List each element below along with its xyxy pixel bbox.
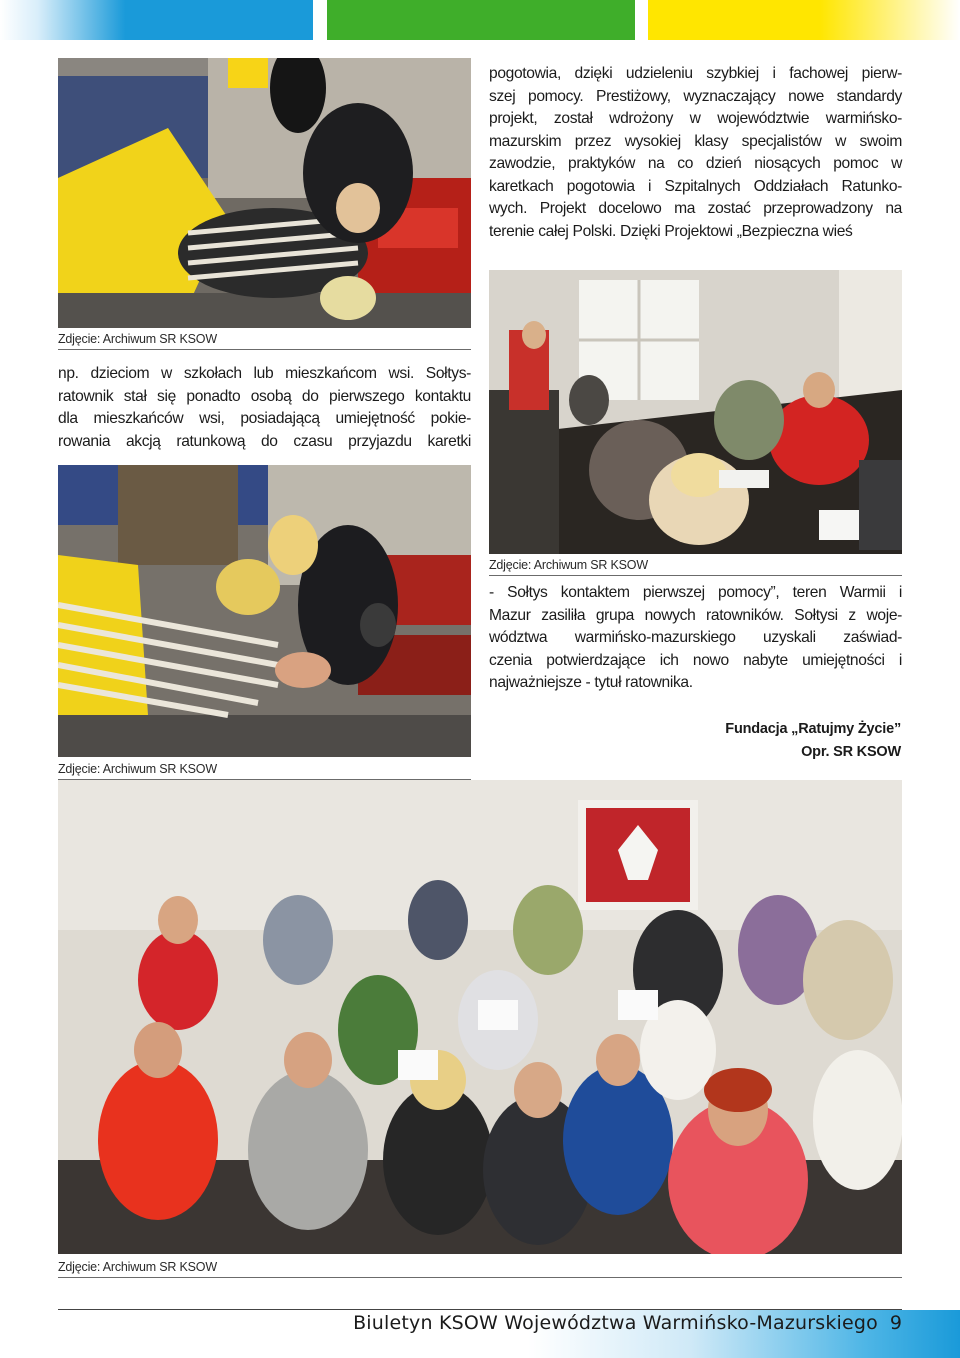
text-line: karetkach pogotowia i Szpitalnych Oddziałach Ratunko-	[489, 177, 902, 195]
footer-divider	[58, 1309, 902, 1310]
text-line: szej pomocy. Prestiżowy, wyznaczający nowe standardy	[489, 87, 902, 105]
page-number: 9	[889, 1312, 902, 1334]
article-text-mid-right	[489, 582, 902, 695]
text-line: dla mieszkańców wsi, posiadającą umiejętność pokie-	[58, 410, 471, 427]
article-text-top-right	[489, 63, 902, 243]
footer-publication-title: Biuletyn KSOW Województwa Warmińsko-Mazurskiego	[353, 1312, 878, 1334]
text-line: ratownik stał się ponadto osobą do pierwszego kontaktu	[58, 387, 471, 405]
text-line: czenia potwierdzające ich nowo nabyte umiejętności i	[489, 651, 902, 669]
text-line: np. dzieciom w szkołach lub mieszkańcom wsi. Sołtys-	[58, 365, 471, 382]
text-line: rowania akcją ratunkową do czasu przyjazdu karetki	[58, 432, 471, 450]
text-line: terenie całej Polski. Dzięki Projektowi „Bezpieczna wieś	[489, 222, 853, 240]
photo-meeting-room	[489, 270, 902, 554]
article-text-mid-left	[58, 363, 471, 453]
photo-caption: Zdjęcie: Archiwum SR KSOW	[58, 762, 471, 780]
photo-caption: Zdjęcie: Archiwum SR KSOW	[489, 558, 902, 576]
top-bar-yellow	[648, 0, 960, 40]
text-line: najważniejsze - tytuł ratownika.	[489, 674, 693, 691]
signature-foundation: Fundacja „Ratujmy Życie”	[725, 721, 901, 737]
text-line: pogotowia, dzięki udzieleniu szybkiej i fachowej pierw-	[489, 65, 902, 82]
text-line: projekt, został wdrożony w województwie warmińsko-	[489, 110, 902, 127]
text-line: zawodzie, praktyków na co dzień niosących pomoc w	[489, 155, 902, 172]
signature-editor: Opr. SR KSOW	[801, 744, 901, 760]
photo-first-aid-training-2	[58, 465, 471, 757]
text-line: Mazur zasiliła grupa nowych ratowników. Sołtysi z woje-	[489, 606, 902, 624]
top-bar-green	[327, 0, 635, 40]
text-line: mazurskim przez wysokiej klasy specjalistów w swoim	[489, 132, 902, 150]
top-bar-blue	[0, 0, 313, 40]
photo-group	[58, 780, 902, 1254]
text-line: - Sołtys kontaktem pierwszej pomocy”, teren Warmii i	[489, 584, 902, 601]
photo-caption: Zdjęcie: Archiwum SR KSOW	[58, 1260, 902, 1278]
photo-first-aid-training-1	[58, 58, 471, 328]
photo-caption: Zdjęcie: Archiwum SR KSOW	[58, 332, 471, 350]
text-line: wych. Projekt docelowo ma zostać przeprowadzony na	[489, 200, 902, 217]
text-line: wództwa warmińsko-mazurskiego uzyskali zaświad-	[489, 629, 902, 646]
